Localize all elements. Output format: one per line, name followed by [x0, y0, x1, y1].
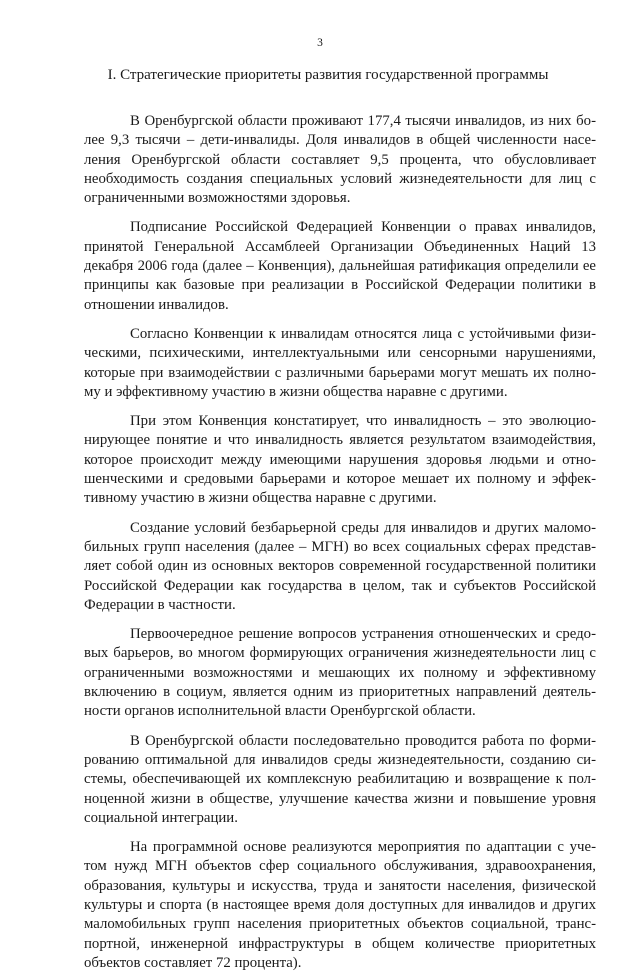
paragraph-4: При этом Конвенция констатирует, что инвалидность – это эволюционирующее понятие и что инвалидность является результатом взаимодействия, которое происходит между имеющими нарушения здоровья людьми и отношенческими и средовыми барьерами и которое мешает их полному и эффективному участию в жизни общества наравне с другими.: [84, 413, 596, 507]
paragraph-8: На программной основе реализуются мероприятия по адаптации с учетом нужд МГН объектов сфер социального обслуживания, здравоохранения, образования, культуры и искусства, труда и занятости населения, физической культуры и спорта (в настоящее время доля доступных для инвалидов и других маломобильных групп населения приоритетных объектов социальной, транспортной, инженерной инфраструктуры в общем количестве приоритетных объектов составляет 72 процента).: [84, 839, 596, 971]
page-number: 3: [317, 37, 323, 49]
paragraph-2: Подписание Российской Федерацией Конвенции о правах инвалидов, принятой Генеральной Ассамблеей Организации Объединенных Наций 13 декабря 2006 года (далее – Конвенция), дальнейшая ратификация определили ее принципы как базовые при реализации в Российской Федерации политики в отношении инвалидов.: [84, 219, 596, 313]
paragraph-3: Согласно Конвенции к инвалидам относятся лица с устойчивыми физическими, психическими, интеллектуальными или сенсорными нарушениями, которые при взаимодействии с различными барьерами могут мешать их полному и эффективному участию в жизни общества наравне с другими.: [84, 325, 596, 400]
paragraph-7: В Оренбургской области последовательно проводится работа по формированию оптимальной для инвалидов среды жизнедеятельности, созданию системы, обеспечивающей их комплексную реабилитацию и возвращение к полноценной жизни в обществе, улучшение качества жизни и повышение уровня социальной интеграции.: [84, 732, 596, 826]
section-title: I. Стратегические приоритеты развития государственной программы: [107, 67, 549, 83]
paragraph-6: Первоочередное решение вопросов устранения отношенческих и средовых барьеров, во многом формирующих ограничения жизнедеятельности лиц с ограниченными возможностями и мешающих их полному и эффективному включению в социум, является одним из приоритетных направлений деятельности органов исполнительной власти Оренбургской области.: [84, 626, 596, 720]
document-body: [84, 112, 596, 973]
paragraph-5: Создание условий безбарьерной среды для инвалидов и других маломобильных групп населения (далее – МГН) во всех социальных сферах представляет собой один из основных векторов современной государственной политики Российской Федерации как государства в целом, так и субъектов Российской Федерации в частности.: [84, 519, 596, 613]
paragraph-1: В Оренбургской области проживают 177,4 тысячи инвалидов, из них более 9,3 тысячи – дети-инвалиды. Доля инвалидов в общей численности населения Оренбургской области составляет 9,5 процента, что обусловливает необходимость создания специальных условий жизнедеятельности для лиц с ограниченными возможностями здоровья.: [84, 113, 596, 207]
